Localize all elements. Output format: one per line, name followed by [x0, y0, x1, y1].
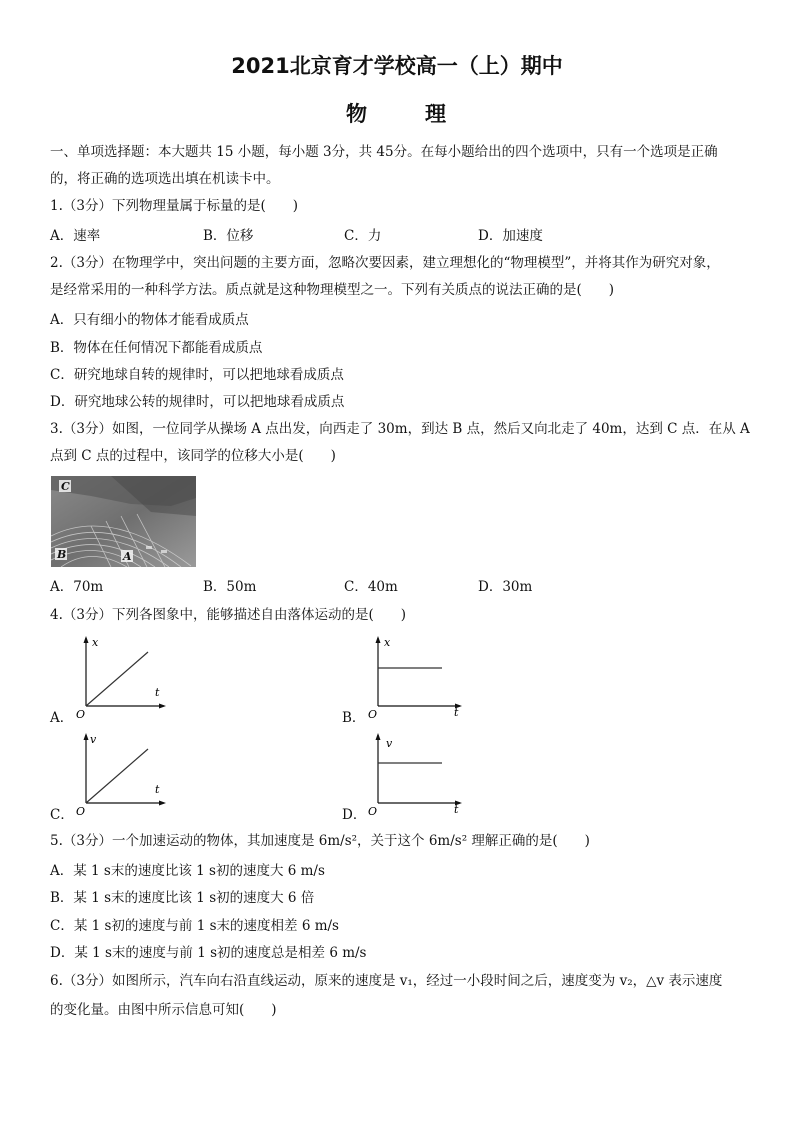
q5-option-a: A．某 1 s末的速度比该 1 s初的速度大 6 m/s — [50, 863, 325, 879]
graph-b-origin: O — [368, 708, 378, 721]
photo-label-b: B — [57, 548, 67, 561]
q4-graph-d — [364, 731, 469, 819]
q1-option-a: A．速率 — [50, 228, 101, 244]
question-2-stem-1: 2.（3分）在物理学中，突出问题的主要方面，忽略次要因素，建立理想化的“物理模型”，并将其作为研究对象， — [50, 255, 720, 271]
q4-option-b-label: B． — [342, 710, 366, 726]
q2-option-c: C．研究地球自转的规律时，可以把地球看成质点 — [50, 367, 344, 383]
q1-option-c: C．力 — [344, 228, 382, 244]
graph-d-y-label: v — [386, 737, 393, 750]
subject-char-2: 理 — [425, 102, 448, 126]
graph-a-origin: O — [76, 708, 86, 721]
subject-title — [0, 98, 794, 128]
question-4-stem: 4.（3分）下列各图象中，能够描述自由落体运动的是( ) — [50, 607, 407, 623]
q5-option-b: B．某 1 s末的速度比该 1 s初的速度大 6 倍 — [50, 890, 315, 906]
q4-graph-c — [72, 731, 172, 819]
graph-b-x-label: t — [454, 706, 459, 719]
question-5-stem: 5.（3分）一个加速运动的物体，其加速度是 6m/s²，关于这个 6m/s² 理解正确的是( ) — [50, 833, 590, 849]
q4-option-c-label: C． — [50, 807, 74, 823]
graph-c-origin: O — [76, 805, 86, 818]
q2-option-d: D．研究地球公转的规律时，可以把地球看成质点 — [50, 394, 345, 410]
graph-a-x-label: t — [155, 686, 160, 699]
q2-option-a: A．只有细小的物体才能看成质点 — [50, 312, 249, 328]
section-instructions-line-1: 一、单项选择题：本大题共 15 小题，每小题 3分，共 45分。在每小题给出的四个选项中，只有一个选项是正确 — [50, 144, 718, 160]
graph-b-y-label: x — [384, 636, 391, 649]
question-2-stem-2: 是经常采用的一种科学方法。质点就是这种物理模型之一。下列有关质点的说法正确的是( ) — [50, 282, 615, 298]
q4-graph-b — [364, 634, 469, 722]
graph-c-plot-line — [86, 749, 148, 803]
q5-option-c: C．某 1 s初的速度与前 1 s末的速度相差 6 m/s — [50, 918, 339, 934]
q4-option-d-label: D． — [342, 807, 367, 823]
q4-option-a-label: A． — [50, 710, 74, 726]
q3-option-c: C．40m — [344, 579, 398, 595]
photo-label-a: A — [123, 550, 132, 563]
q3-option-a: A．70m — [50, 579, 104, 595]
graph-d-origin: O — [368, 805, 378, 818]
q2-option-b: B．物体在任何情况下都能看成质点 — [50, 340, 263, 356]
q1-option-d: D．加速度 — [478, 228, 543, 244]
q4-graph-a — [72, 634, 172, 722]
question-1-stem: 1.（3分）下列物理量属于标量的是( ) — [50, 198, 299, 214]
question-6-stem-1: 6.（3分）如图所示，汽车向右沿直线运动，原来的速度是 v₁，经过一小段时间之后，速度变为 v₂，△v 表示速度 — [50, 973, 723, 989]
playground-photo — [51, 476, 196, 567]
graph-a-y-label: x — [92, 636, 99, 649]
graph-c-y-label: v — [90, 733, 97, 746]
q3-option-b: B．50m — [203, 579, 257, 595]
q3-option-d: D．30m — [478, 579, 533, 595]
photo-label-c: C — [61, 480, 70, 493]
question-6-stem-2: 的变化量。由图中所示信息可知( ) — [50, 1002, 277, 1018]
q5-option-d: D．某 1 s末的速度与前 1 s初的速度总是相差 6 m/s — [50, 945, 367, 961]
question-3-stem-1: 3.（3分）如图，一位同学从操场 A 点出发，向西走了 30m，到达 B 点，然后又向北走了 40m，达到 C 点．在从 A — [50, 421, 750, 437]
section-instructions-line-2: 的，将正确的选项选出填在机读卡中。 — [50, 171, 280, 187]
exam-title: 2021北京育才学校高一（上）期中 — [231, 54, 563, 78]
graph-c-x-label: t — [155, 783, 160, 796]
graph-a-plot-line — [86, 652, 148, 706]
question-3-stem-2: 点到 C 点的过程中，该同学的位移大小是( ) — [50, 448, 336, 464]
q1-option-b: B．位移 — [203, 228, 254, 244]
subject-char-1: 物 — [346, 102, 369, 126]
graph-d-x-label: t — [454, 803, 459, 816]
